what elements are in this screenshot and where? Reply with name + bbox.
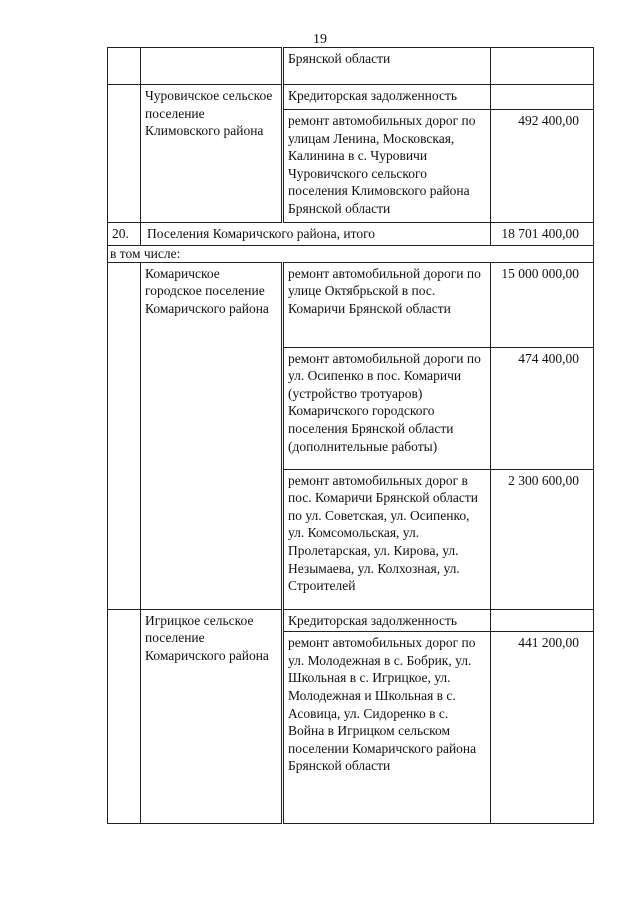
number-cell [108,609,141,824]
table-row [108,609,594,632]
number-cell [108,262,141,609]
amount-cell: 441 200,00 [491,632,594,824]
work-description-cell: ремонт автомобильных дорог в пос. Комаричи Брянской области по ул. Советская, ул. Осипенко, ул. Комсомольская, ул. Пролетарская, ул. Кирова, ул. Незымаева, ул. Колхозная, ул. Строителей [283,469,491,609]
settlement-name: Чуровичское сельское поселение Климовского района [141,85,283,223]
work-description-cell: Кредиторская задолженность [283,609,491,632]
work-description-cell: ремонт автомобильной дороги по улице Октябрьской в пос. Комаричи Брянской области [283,262,491,347]
amount-cell: 492 400,00 [491,110,594,223]
table-row [108,85,594,110]
including-label: в том числе: [108,245,594,262]
table-row [108,262,594,347]
table-row [108,245,594,262]
amount-cell [491,85,594,110]
table-row [108,48,594,85]
amount-cell [491,48,594,85]
settlement-name: Игрицкое сельское поселение Комаричского района [141,609,283,824]
work-description-cell: Кредиторская задолженность [283,85,491,110]
work-description-cell: ремонт автомобильных дорог по улицам Ленина, Московская, Калинина в с. Чуровичи Чуровичского сельского поселения Климовского района Брянской области [283,110,491,223]
page-number: 19 [313,32,327,47]
district-total-title: Поселения Комаричского района, итого [141,223,491,246]
budget-table [107,47,594,824]
work-description-cell: ремонт автомобильных дорог по ул. Молодежная в с. Бобрик, ул. Школьная в с. Игрицкое, ул. Молодежная и Школьная в с. Асовица, ул. Сидоренко в с. Война в Игрицком сельском поселении Комаричского района Брянской области [283,632,491,824]
amount-cell: 2 300 600,00 [491,469,594,609]
amount-cell: 18 701 400,00 [491,223,594,246]
work-description-cell: ремонт автомобильной дороги по ул. Осипенко в пос. Комаричи (устройство тротуаров) Комаричского городского поселения Брянской области (дополнительные работы) [283,347,491,469]
amount-cell: 15 000 000,00 [491,262,594,347]
row-number: 20. [108,223,141,246]
number-cell [108,48,141,85]
work-description-cell: Брянской области [283,48,491,85]
amount-cell [491,609,594,632]
amount-cell: 474 400,00 [491,347,594,469]
number-cell [108,85,141,223]
table-row [108,223,594,246]
settlement-cell [141,48,283,85]
settlement-name: Комаричское городское поселение Комаричского района [141,262,283,609]
